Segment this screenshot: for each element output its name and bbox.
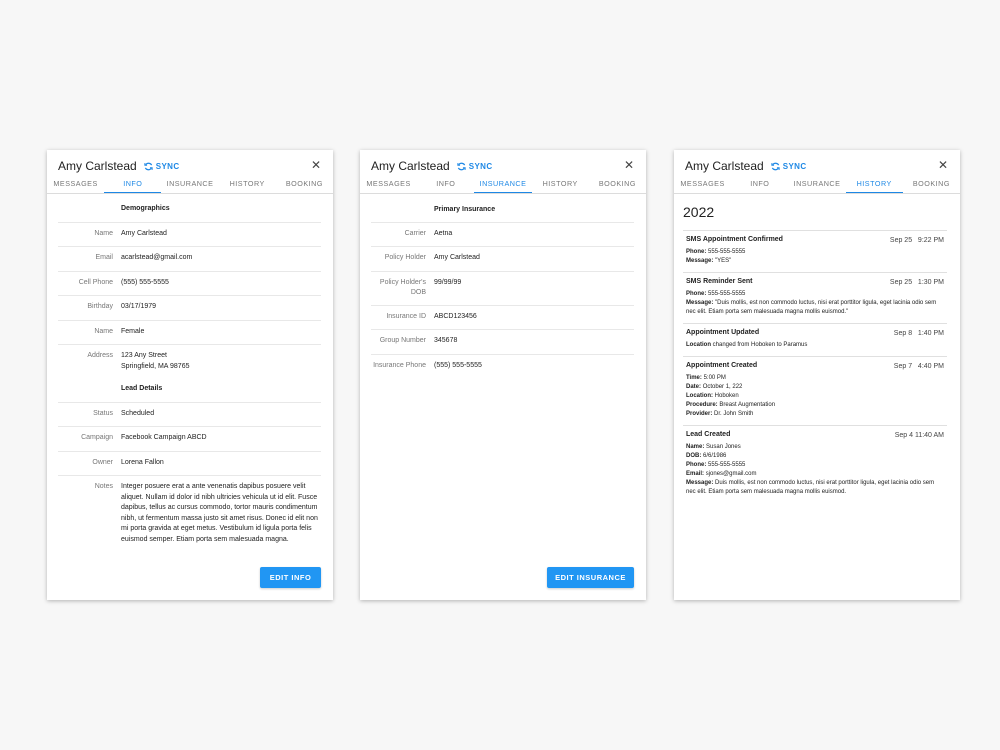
detail-key: Message: (686, 480, 714, 486)
field-value: Scheduled (121, 409, 155, 417)
field-gender (58, 320, 321, 345)
field-label: Carrier (404, 229, 426, 237)
detail-value: 555-555-5555 (708, 249, 746, 255)
detail-key: Location: (686, 393, 713, 399)
field-value: (555) 555-5555 (434, 361, 482, 369)
field-value: ABCD123456 (434, 312, 477, 320)
field-label (371, 205, 434, 216)
panel-header (58, 157, 325, 175)
field-label: Group Number (379, 337, 426, 344)
detail-value: Dr. John Smith (714, 411, 754, 417)
tab-booking[interactable]: BOOKING (912, 179, 950, 188)
detail-value: changed from Hoboken to Paramus (712, 342, 808, 348)
tab-bar (674, 177, 960, 194)
event-detail (686, 443, 944, 452)
detail-key: Phone: (686, 462, 707, 468)
field-value: Facebook Campaign ABCD (121, 434, 207, 441)
detail-value: Duis mollis, est non commodo luctus, nisi erat porttitor ligula, eget lacinia odio sem nec elit. Etiam porta sem malesuada magna mollis euismod. (686, 480, 935, 495)
tab-bar (47, 177, 333, 194)
field-label (58, 204, 121, 215)
field-label: Birthday (87, 303, 113, 310)
insurance-table (371, 198, 634, 378)
detail-key: Message: (686, 258, 714, 264)
section-title: Lead Details (121, 385, 163, 392)
event-title: SMS Appointment Confirmed (686, 236, 783, 243)
history-event (683, 230, 947, 272)
detail-value: 555-555-5555 (708, 462, 746, 468)
tab-history[interactable]: HISTORY (542, 179, 578, 188)
tab-info[interactable]: INFO (104, 177, 161, 193)
detail-key: Message: (686, 300, 714, 306)
tab-messages[interactable]: MESSAGES (366, 179, 411, 188)
tab-info[interactable]: INFO (436, 179, 456, 188)
event-detail (686, 341, 944, 350)
tab-insurance[interactable]: INSURANCE (793, 179, 841, 188)
field-label: Insurance Phone (373, 361, 426, 369)
detail-key: Time: (686, 375, 702, 381)
event-detail (686, 248, 944, 257)
field-label: Name (94, 327, 113, 335)
field-label: Status (93, 409, 113, 417)
contact-panel-insurance (360, 150, 646, 600)
section-lead-details (58, 378, 321, 402)
history-event (683, 356, 947, 425)
sync-button[interactable] (144, 162, 180, 171)
field-value: Amy Carlstead (121, 229, 167, 237)
field-value: Aetna (434, 229, 453, 237)
info-table (58, 198, 321, 551)
field-campaign (58, 426, 321, 451)
sync-button[interactable] (457, 162, 493, 171)
event-date: Sep 4 11:40 AM (894, 432, 944, 439)
edit-info-button[interactable]: EDIT INFO (260, 567, 321, 588)
tab-booking[interactable]: BOOKING (598, 179, 636, 188)
tab-insurance[interactable]: INSURANCE (166, 179, 214, 188)
field-owner (58, 451, 321, 476)
field-label: Policy Holder's DOB (379, 278, 426, 296)
section-primary-insurance (371, 198, 634, 222)
field-label: Policy Holder (384, 254, 426, 261)
event-detail (686, 461, 944, 470)
contact-panel-history (674, 150, 960, 600)
field-policy-holder-dob (371, 271, 634, 305)
field-label: Cell Phone (78, 278, 113, 286)
field-name (58, 222, 321, 247)
detail-value: "Duis mollis, est non commodo luctus, nisi erat porttitor ligula, eget lacinia odio sem nec elit. Etiam porta sem malesuada magna mollis euismod." (686, 300, 937, 315)
detail-value: "YES" (715, 258, 732, 264)
detail-key: Procedure: (686, 402, 718, 408)
detail-value: Hoboken (714, 393, 739, 399)
history-list (683, 230, 947, 503)
event-date: Sep 8 1:40 PM (893, 330, 944, 337)
detail-value: sjones@gmail.com (705, 471, 757, 477)
field-value: acarlstead@gmail.com (121, 254, 193, 261)
sync-label: SYNC (155, 161, 180, 171)
field-label: Insurance ID (386, 312, 426, 320)
field-value: Amy Carlstead (434, 254, 480, 261)
field-label: Owner (92, 458, 113, 466)
contact-name: Amy Carlstead (58, 159, 137, 173)
field-label: Campaign (81, 434, 113, 441)
event-title: SMS Reminder Sent (686, 278, 753, 285)
event-detail (686, 392, 944, 401)
tab-messages[interactable]: MESSAGES (53, 179, 98, 188)
detail-key: Phone: (686, 291, 707, 297)
edit-insurance-button[interactable]: EDIT INSURANCE (547, 567, 634, 588)
detail-value: October 1, 222 (702, 384, 743, 390)
field-value: 345678 (434, 337, 458, 344)
sync-icon (457, 162, 466, 171)
event-date: Sep 25 1:30 PM (889, 279, 944, 286)
section-title: Demographics (121, 205, 170, 212)
event-date: Sep 25 9:22 PM (889, 237, 944, 244)
field-cell-phone (58, 271, 321, 296)
section-title: Primary Insurance (434, 206, 496, 213)
event-detail (686, 383, 944, 392)
sync-button[interactable] (771, 162, 807, 171)
event-detail (686, 452, 944, 461)
field-address (58, 344, 321, 378)
event-detail (686, 401, 944, 410)
detail-key: Date: (686, 384, 702, 390)
contact-name: Amy Carlstead (371, 159, 450, 173)
field-value: Integer posuere erat a ante venenatis dapibus posuere velit aliquet. Nullam id dolor id nibh ultricies vehicula ut id elit. Fusce dapibus, tellus ac cursus commodo, tortor mauris condimentum nibh, ut fermentum massa justo sit amet risus. Donec id elit non mi porta gravida at eget metus. Vestibulum id ligula porta felis euismod semper. Etiam porta sem malesuada magna. (121, 483, 318, 543)
field-value: Lorena Fallon (121, 458, 164, 466)
field-label (58, 384, 121, 395)
close-icon[interactable]: ✕ (623, 158, 634, 172)
close-icon[interactable]: ✕ (937, 158, 948, 172)
section-demographics (58, 198, 321, 222)
field-label: Address (87, 352, 113, 359)
field-status (58, 402, 321, 427)
detail-value: Breast Augmentation (719, 402, 776, 408)
tab-history[interactable]: HISTORY (846, 177, 903, 193)
field-label: Email (95, 254, 113, 261)
sync-label: SYNC (782, 161, 807, 171)
field-value: (555) 555-5555 (121, 278, 169, 286)
tab-insurance[interactable]: INSURANCE (474, 177, 531, 193)
detail-value: 5:00 PM (703, 375, 726, 381)
event-detail (686, 290, 944, 299)
event-detail (686, 257, 944, 266)
event-date: Sep 7 4:40 PM (893, 363, 944, 370)
tab-bar (360, 177, 646, 194)
panel-header (371, 157, 638, 175)
tab-booking[interactable]: BOOKING (285, 179, 323, 188)
detail-value: Susan Jones (706, 444, 741, 450)
panel-header (685, 157, 952, 175)
tab-messages[interactable]: MESSAGES (680, 179, 725, 188)
field-value: 99/99/99 (434, 278, 462, 286)
event-title: Appointment Updated (686, 329, 760, 336)
field-insurance-phone (371, 354, 634, 379)
event-detail (686, 479, 944, 497)
detail-value: 555-555-5555 (708, 291, 746, 297)
event-detail (686, 374, 944, 383)
history-event (683, 272, 947, 323)
field-value: Female (121, 327, 145, 335)
history-event (683, 425, 947, 503)
detail-key: DOB: (686, 453, 702, 459)
field-value: 03/17/1979 (121, 303, 157, 310)
tab-info[interactable]: INFO (750, 179, 770, 188)
field-label: Name (94, 229, 113, 237)
close-icon[interactable]: ✕ (310, 158, 321, 172)
sync-label: SYNC (468, 161, 493, 171)
contact-panel-info (47, 150, 333, 600)
tab-history[interactable]: HISTORY (229, 179, 265, 188)
field-label: Notes (94, 483, 113, 490)
sync-icon (771, 162, 780, 171)
event-detail (686, 299, 944, 317)
history-event (683, 323, 947, 356)
field-email (58, 246, 321, 271)
field-policy-holder (371, 246, 634, 271)
field-carrier (371, 222, 634, 247)
event-detail (686, 470, 944, 479)
history-year: 2022 (683, 204, 715, 220)
event-detail (686, 410, 944, 419)
field-birthday (58, 295, 321, 320)
detail-value: 6/6/1986 (703, 453, 727, 459)
detail-key: Provider: (686, 411, 713, 417)
detail-key: Location (686, 342, 711, 348)
contact-name: Amy Carlstead (685, 159, 764, 173)
field-group-number (371, 329, 634, 354)
field-insurance-id (371, 305, 634, 330)
field-notes (58, 475, 321, 551)
event-title: Appointment Created (686, 362, 758, 369)
detail-key: Email: (686, 471, 705, 477)
detail-key: Phone: (686, 249, 707, 255)
field-value: 123 Any Street Springfield, MA 98765 (121, 352, 190, 370)
event-title: Lead Created (686, 431, 731, 438)
sync-icon (144, 162, 153, 171)
detail-key: Name: (686, 444, 705, 450)
